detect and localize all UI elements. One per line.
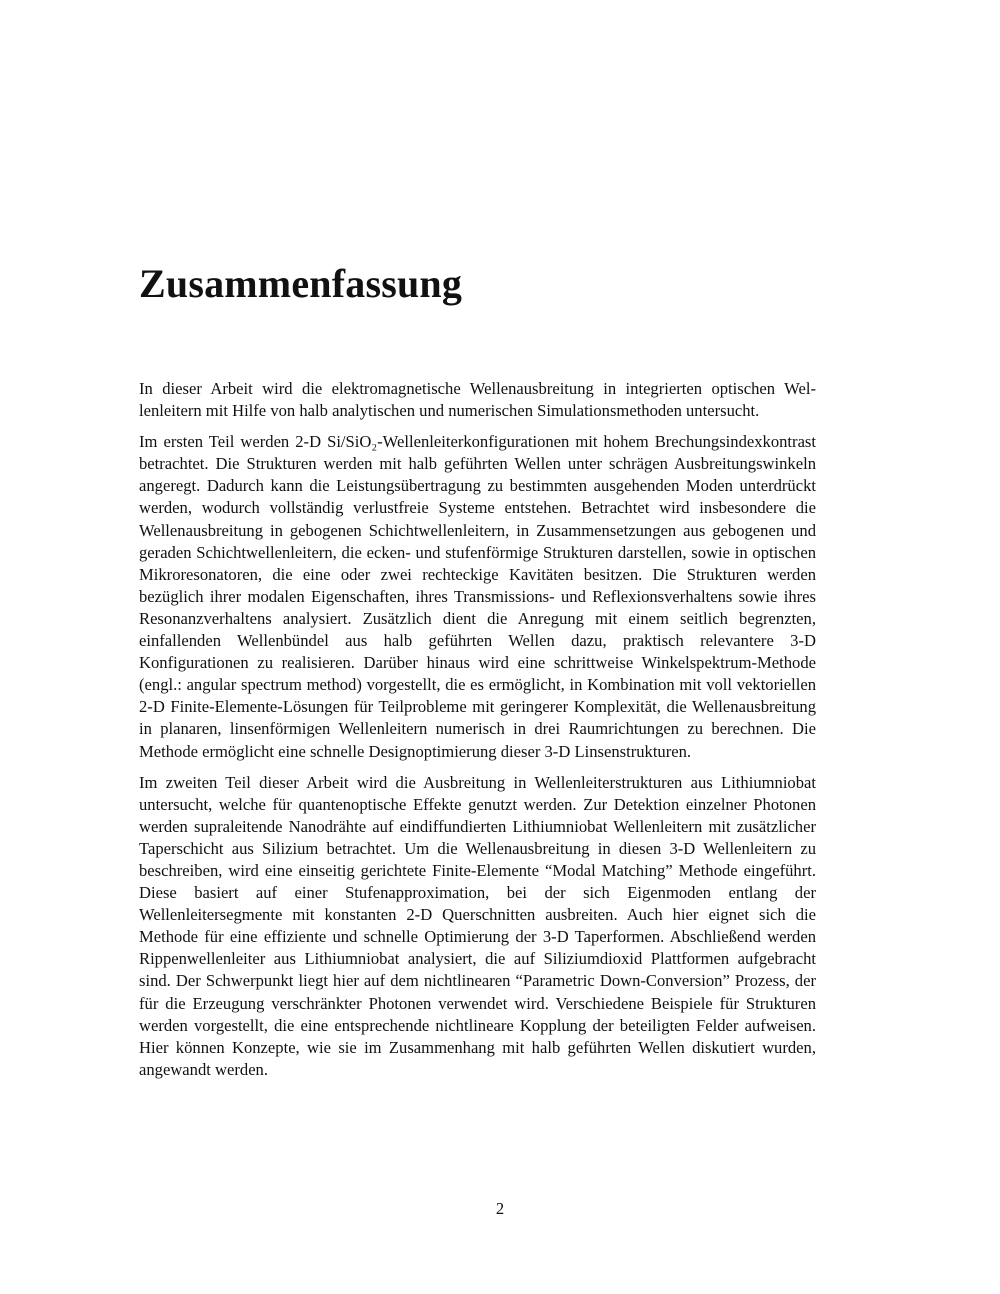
page-number: 2	[495, 1199, 505, 1218]
paragraph-part-two: Im zweiten Teil dieser Arbeit wird die Ausbreitung in Wellenleiterstrukturen aus Lithiumniobat untersucht, welche für quantenoptische Effekte genutzt werden. Zur Detektion einzelner Photonen werden supraleitende Nanodrähte auf eindiffundierten Lithiumniobat Wellenleitern mit zusätzlicher Taperschicht aus Silizium betrachtet. Um die Wellenausbreitung in diesen 3-D Wellenleitern zu beschreiben, wird eine einseitig gerichtete Finite-Elemente “Modal Matching” Methode eingeführt. Diese basiert auf einer Stufenapproximation, bei der sich Eigenmoden entlang der Wellenleitersegmente mit konstanten 2-D Querschnitten ausbreiten. Auch hier eignet sich die Methode für eine effiziente und schnelle Optimierung der 3-D Taperformen. Abschließend werden Rippenwellenleiter aus Lithiumniobat analysiert, die auf Siliziumdioxid Plattformen aufgebracht sind. Der Schwerpunkt liegt hier auf dem nichtlinearen “Parametric Down-Conversion” Prozess, der für die Erzeugung verschränkter Photonen verwendet wird. Verschiedene Beispiele für Strukturen werden vorgestellt, die eine entsprechende nichtlineare Kopplung der beteiligten Felder aufweisen. Hier können Konzepte, wie sie im Zusammenhang mit halb geführten Wellen diskutiert wurden, angewandt werden.	[139, 772, 816, 1079]
abstract-body	[139, 378, 816, 1090]
paragraph-part-one: Im ersten Teil werden 2-D Si/SiO₂-Wellenleiterkonfigurationen mit hohem Brechungsindexkontrast betrachtet. Die Strukturen werden mit halb geführten Wellen unter schrägen Ausbreitungswinkeln angeregt. Dadurch kann die Leistungsübertragung zu bestimmten ausgehenden Moden unterdrückt werden, wodurch vollständig verlustfreie Systeme entstehen. Betrachtet wird insbesondere die Wellenausbreitung in gebogenen Schichtwellenleitern, in Zusammensetzungen aus gebogenen und geraden Schichtwellenleitern, die ecken- und stufenförmige Strukturen darstellen, sowie in optischen Mikroresonatoren, die eine oder zwei rechteckige Kavitäten besitzen. Die Strukturen werden bezüglich ihrer modalen Eigenschaften, ihres Transmissions- und Reflexionsverhaltens sowie ihres Resonanzverhaltens analysiert. Zusätzlich dient die Anregung mit einem seitlich begrenzten, einfallenden Wellenbündel aus halb geführten Wellen dazu, praktisch relevantere 3-D Konfigurationen zu realisieren. Darüber hinaus wird eine schrittweise Winkelspektrum-Methode (engl.: angular spectrum method) vorgestellt, die es ermöglicht, in Kombination mit voll vektoriellen 2-D Finite-Elemente-Lösungen für Teilprobleme mit geringerer Komplexität, die Wellenausbreitung in planaren, linsenförmigen Wellenleitern numerisch in drei Raumrichtungen zu berechnen. Die Methode ermöglicht eine schnelle Designoptimierung dieser 3-D Linsenstrukturen.	[139, 432, 816, 761]
paragraph-intro: In dieser Arbeit wird die elektromagnetische Wellenausbreitung in integrierten optischen Wellenleitern mit Hilfe von halb analytischen und numerischen Simulationsmethoden untersucht.	[139, 379, 816, 421]
chapter-title: Zusammenfassung	[139, 261, 463, 306]
